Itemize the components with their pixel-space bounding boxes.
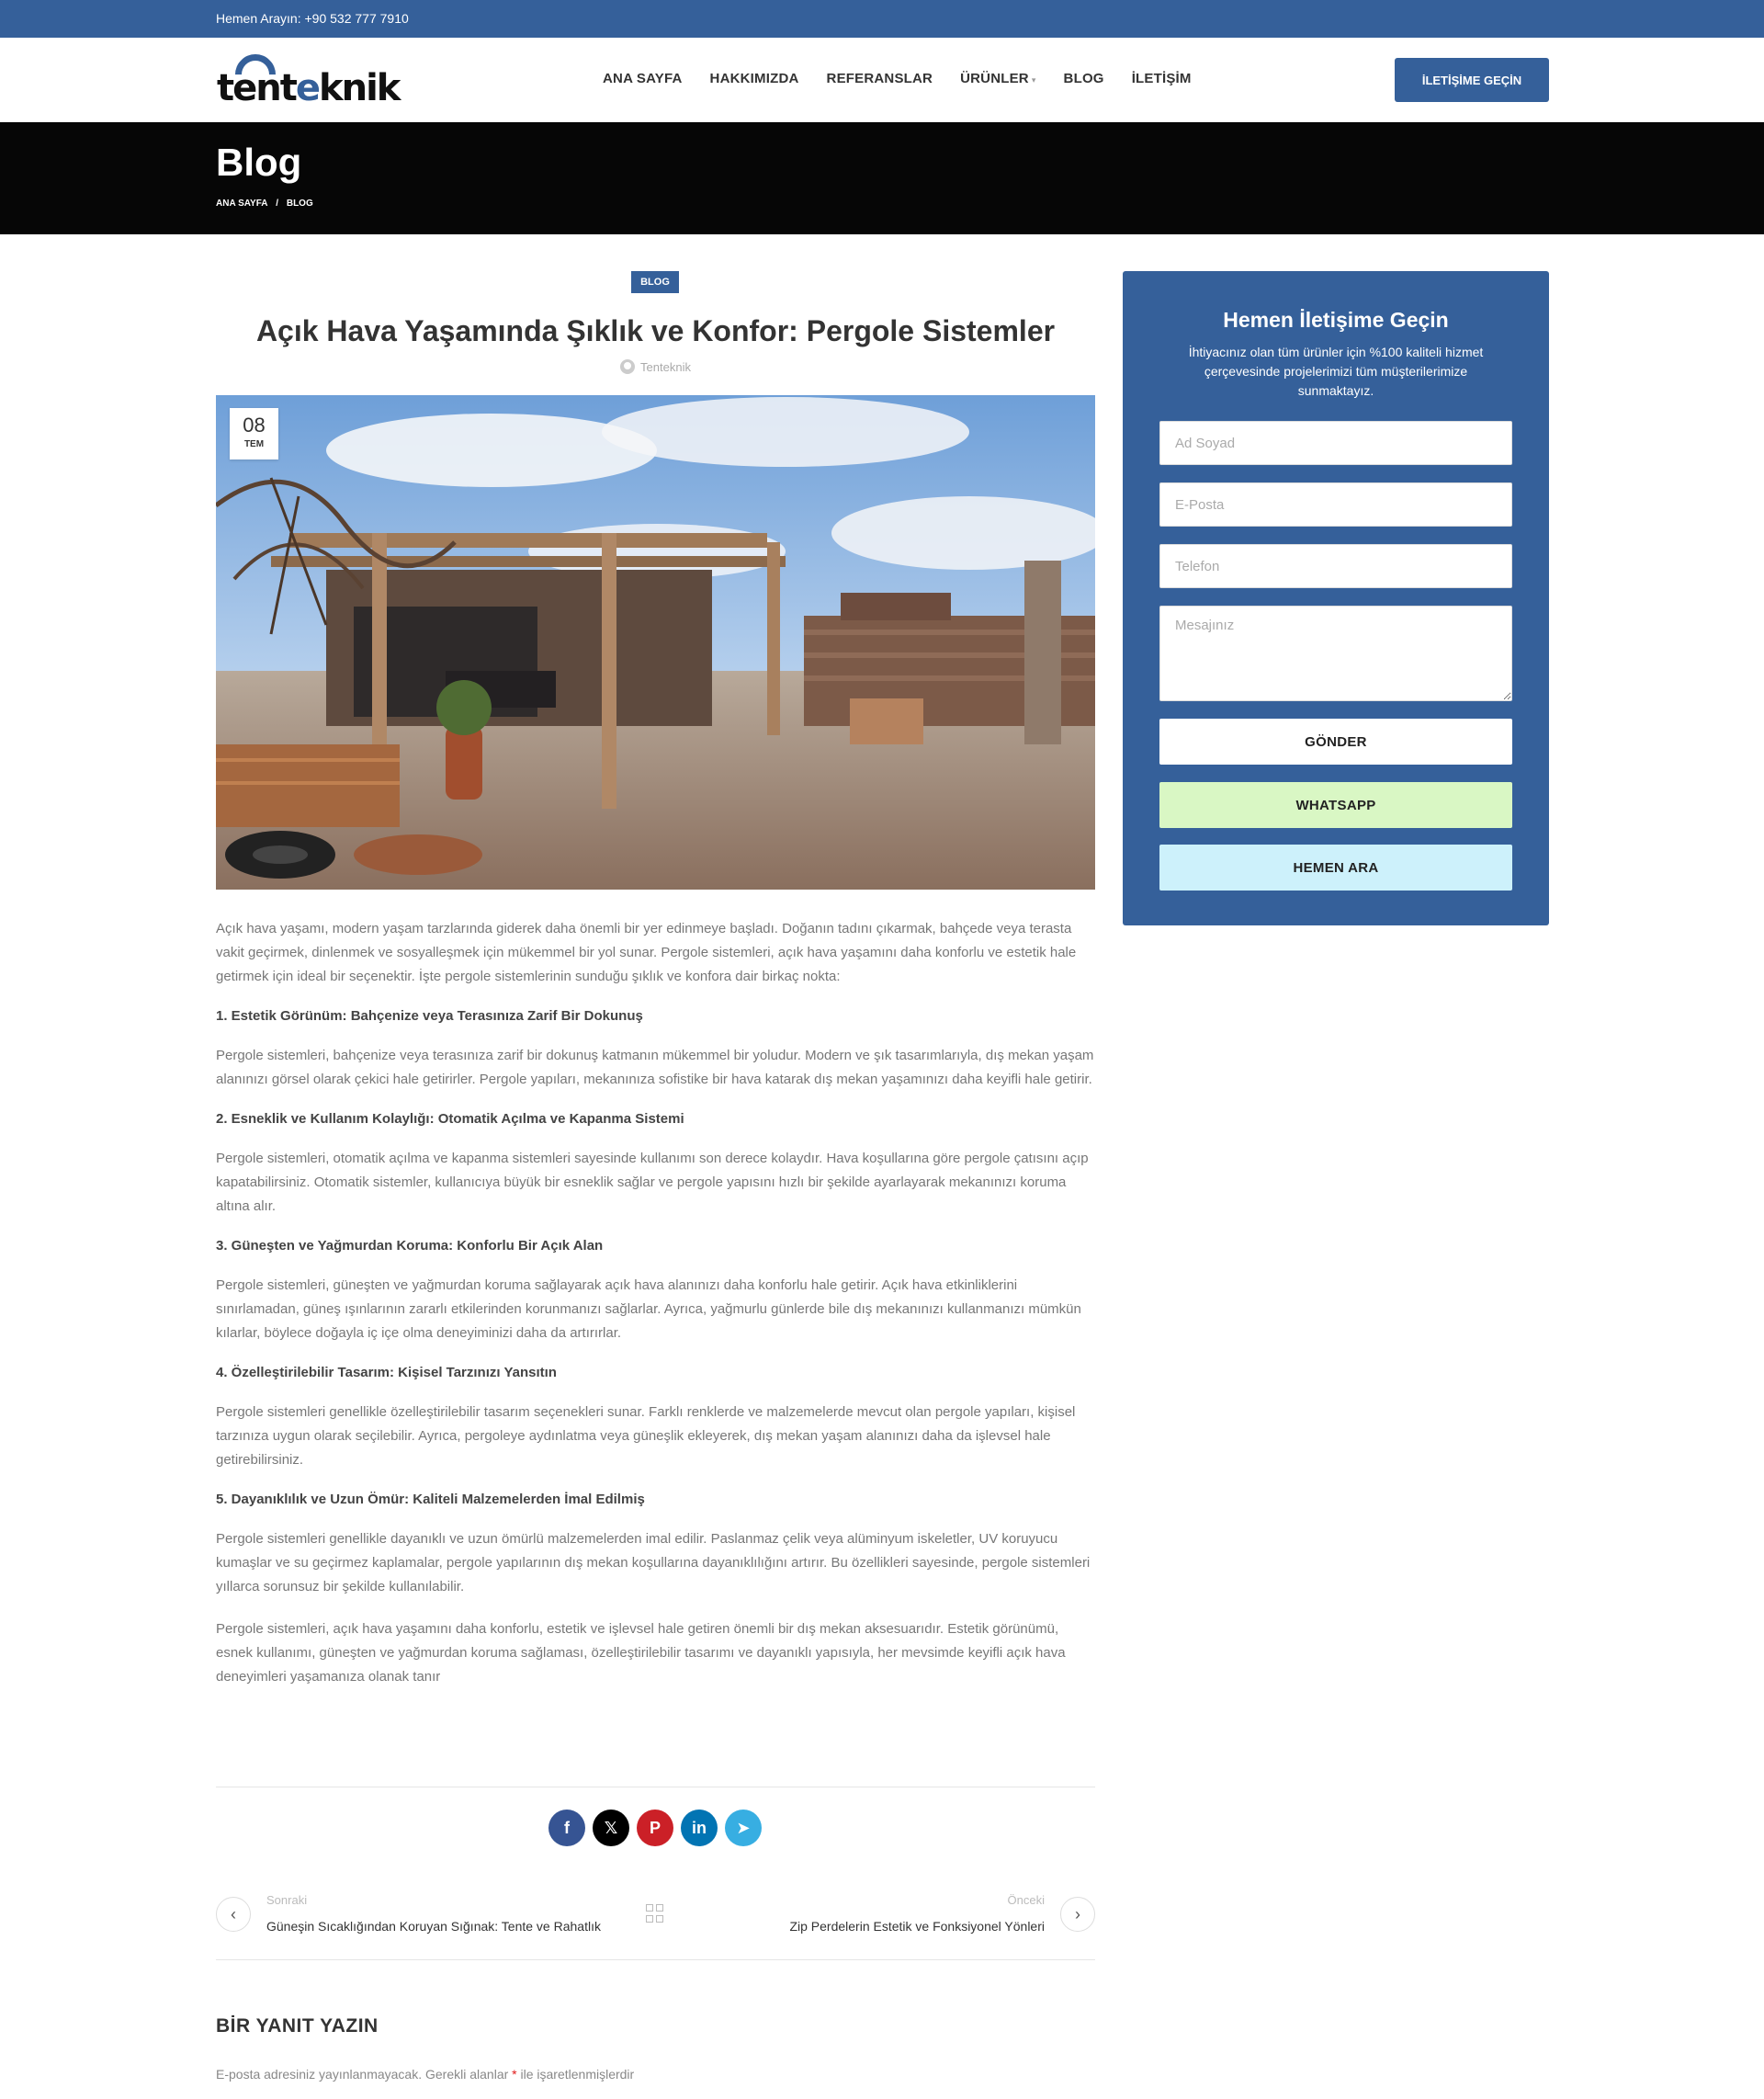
section-heading: 5. Dayanıklılık ve Uzun Ömür: Kaliteli Malzemelerden İmal Edilmiş [216,1492,645,1507]
author-name[interactable]: Tenteknik [640,360,691,374]
reply-note-text: E-posta adresiniz yayınlanmayacak. Gerekli alanlar [216,2067,509,2082]
sidebar-description: İhtiyacınız olan tüm ürünler için %100 kaliteli hizmet çerçevesinde projelerimizi tüm müşterilerimize sunmaktayız. [1188,345,1484,398]
post-date-month: TEM [243,439,265,449]
chevron-left-icon[interactable]: ‹ [216,1897,251,1932]
nav-blog[interactable]: BLOG [1063,71,1104,86]
required-star: * [512,2067,517,2082]
facebook-icon[interactable]: f [548,1810,585,1846]
site-header [0,38,1764,122]
pergola-garden-illustration [216,395,1095,890]
logo-wordmark: tenteknik [217,67,400,109]
nav-home[interactable]: ANA SAYFA [603,71,683,86]
section-body: Pergole sistemleri, güneşten ve yağmurdan koruma sağlayarak açık hava alanınızı daha konforlu hale getirir. Açık hava etkinliklerini sınırlamadan, güneş ışınlarının zararlı etkilerinden korunmanızı sağlarlar. Ayrıca, yağmurlu günlerde bile dış mekanınızı kullanmanızı mümkün kılarlar, böylece doğayla iç içe olma deneyiminizi daha da artırırlar. [216,1277,1081,1341]
prev-post-link[interactable]: Zip Perdelerin Estetik ve Fonksiyonel Yönleri [789,1919,1045,1934]
post-author [216,359,1095,374]
post-intro: Açık hava yaşamı, modern yaşam tarzlarında giderek daha önemli bir yer edinmeye başladı. Doğanın tadını çıkarmak, bahçede veya terasta vakit geçirmek, dinlenmek ve sosyalleşmek için mükemmel bir yol sunar. Pergole sistemleri, açık hava yaşamını daha konforlu ve estetik hale getirmek için ideal bir seçenektir. İşte pergole sistemlerinin sunduğu şıklık ve konfora dair birkaç nokta: [216,921,1077,984]
nav-contact[interactable]: İLETİŞİM [1131,71,1192,86]
reply-title: BİR YANIT YAZIN [216,2015,379,2037]
top-bar [0,0,1764,38]
user-icon [620,359,635,374]
section-heading: 3. Güneşten ve Yağmurdan Koruma: Konforlu Bir Açık Alan [216,1238,604,1254]
breadcrumb [216,199,319,209]
post-date-day: 08 [243,414,266,437]
reply-note-text-end: ile işaretlenmişlerdir [520,2067,635,2082]
phone-input[interactable] [1159,544,1512,588]
breadcrumb-separator: / [276,199,279,209]
breadcrumb-home[interactable]: ANA SAYFA [216,199,268,209]
message-textarea[interactable] [1159,606,1512,701]
breadcrumb-current: BLOG [286,199,313,209]
name-input[interactable] [1159,421,1512,465]
nav-about[interactable]: HAKKIMIZDA [709,71,799,86]
contact-sidebar [1123,271,1549,925]
section-heading: 2. Esneklik ve Kullanım Kolaylığı: Otomatik Açılma ve Kapanma Sistemi [216,1111,684,1127]
next-post-label: Sonraki [266,1893,308,1907]
prev-post-label: Önceki [1007,1893,1045,1907]
page-title-band [0,122,1764,234]
category-badge[interactable]: BLOG [631,271,679,293]
section-body: Pergole sistemleri, otomatik açılma ve kapanma sistemleri sayesinde kullanımı son derece kolaydır. Hava koşullarına göre pergole çatısını açıp kapatabilirsiniz. Otomatik sistemler, kullanıcıya büyük bir esneklik sağlar ve pergole yapısını hızlı bir şekilde ayarlayarak mekanınızı koruma altına alır. [216,1151,1089,1214]
pinterest-icon[interactable]: P [637,1810,673,1846]
post-content [216,917,1095,1708]
main-nav [603,71,1219,86]
send-button[interactable]: GÖNDER [1159,719,1512,765]
x-icon[interactable]: 𝕏 [593,1810,629,1846]
section-heading: 4. Özelleştirilebilir Tasarım: Kişisel Tarzınızı Yansıtın [216,1365,557,1380]
section-body: Pergole sistemleri genellikle özelleştirilebilir tasarım seçenekleri sunar. Farklı renklerde ve malzemelerde mevcut olan pergole yapıları, kişisel tarzınıza uygun olarak seçilebilir. Ayrıca, pergoleye aydınlatma veya güneşlik ekleyerek, dış mekan yaşam alanınızı daha da işlevsel hale getirebilirsiniz. [216,1404,1076,1468]
post-conclusion: Pergole sistemleri, açık hava yaşamını daha konforlu, estetik ve işlevsel hale getiren önemli bir dış mekan aksesuarıdır. Estetik görünümü, esnek kullanımı, güneşten ve yağmurdan koruma sağlaması, özelleştirilebilir tasarımı ve dayanıklı yapısıyla, her mevsimde keyifli açık hava deneyimleri yaşamanıza olanak tanır [216,1621,1066,1685]
section-heading: 1. Estetik Görünüm: Bahçenize veya Terasınıza Zarif Bir Dokunuş [216,1008,643,1024]
site-logo[interactable] [217,54,401,109]
reply-note [216,2067,634,2082]
call-now-button[interactable]: HEMEN ARA [1159,845,1512,891]
sidebar-title: Hemen İletişime Geçin [1223,308,1449,332]
contact-cta-button[interactable]: İLETİŞİME GEÇİN [1395,58,1549,102]
share-buttons [548,1810,762,1846]
nav-references[interactable]: REFERANSLAR [826,71,933,86]
email-input[interactable] [1159,482,1512,527]
nav-divider-bottom [216,1959,1095,1960]
next-post-link[interactable]: Güneşin Sıcaklığından Koruyan Sığınak: Tente ve Rahatlık [266,1919,601,1934]
post-featured-image [216,395,1095,890]
chevron-down-icon: ▾ [1031,75,1036,85]
post-title: Açık Hava Yaşamında Şıklık ve Konfor: Pergole Sistemler [255,314,1056,347]
nav-products-label: ÜRÜNLER [960,71,1029,86]
post-date-box [230,408,278,460]
section-body: Pergole sistemleri genellikle dayanıklı ve uzun ömürlü malzemelerden imal edilir. Paslanmaz çelik veya alüminyum iskeletler, UV koruyucu kumaşlar ve su geçirmez kaplamalar, pergole yapılarının dış mekan koşullarına dayanıklılığını artırır. Bu özellikleri sayesinde, pergole sistemleri yıllarca sorunsuz bir şekilde kullanılabilir. [216,1531,1091,1594]
linkedin-icon[interactable]: in [681,1810,718,1846]
nav-products[interactable] [960,71,1035,86]
grid-icon[interactable] [646,1904,664,1923]
post-navigation [216,1891,1095,1937]
whatsapp-button[interactable]: WHATSAPP [1159,782,1512,828]
section-body: Pergole sistemleri, bahçenize veya terasınıza zarif bir dokunuş katmanın mükemmel bir yoludur. Modern ve şık tasarımlarıyla, dış mekan yaşam alanınızı görsel olarak çekici hale getirirler. Pergole yapıları, mekanınıza sofistike bir hava katarak dış mekan yaşamınızı daha keyifli hale getirir. [216,1048,1094,1087]
page-title: Blog [216,141,302,184]
top-phone-text[interactable]: Hemen Arayın: +90 532 777 7910 [216,11,409,26]
telegram-icon[interactable]: ➤ [725,1810,762,1846]
chevron-right-icon[interactable]: › [1060,1897,1095,1932]
